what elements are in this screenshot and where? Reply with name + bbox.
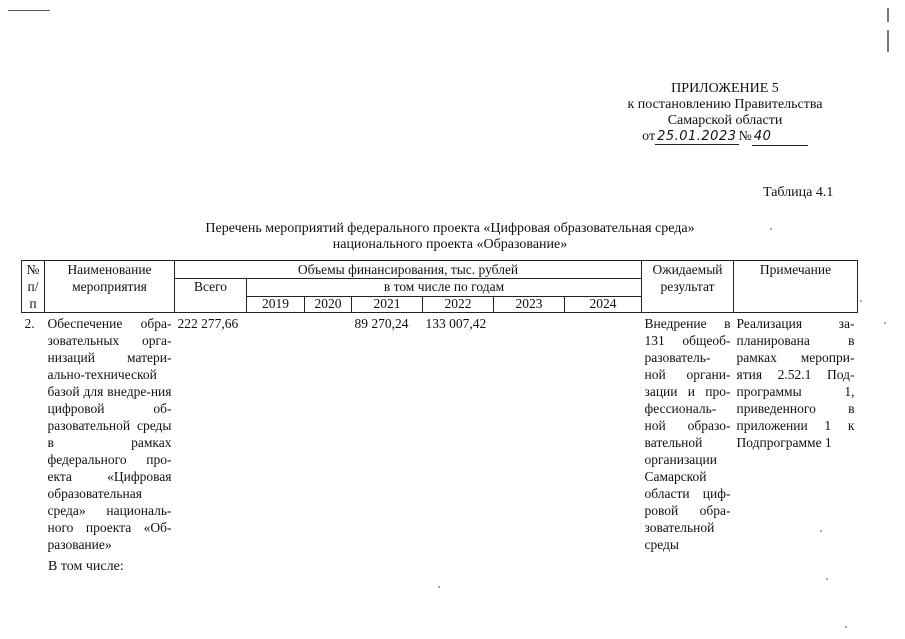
scan-speck (770, 228, 772, 230)
handwritten-number: 40 (752, 129, 808, 146)
row-num: 2. (22, 313, 45, 554)
row-note: Реализация за-планирована в рамках меропри-ятия 2.52.1 Под-программы 1, приведенного в приложении 1 к Подпрограмме 1 (734, 313, 858, 554)
table-number: Таблица 4.1 (763, 185, 834, 200)
scan-speck (884, 322, 886, 324)
header-name: Наименование мероприятия (45, 261, 175, 313)
row-value-2020 (305, 313, 352, 554)
row-value-2021: 89 270,24 (352, 313, 423, 554)
appendix-line-1: к постановлению Правительства (627, 97, 823, 112)
appendix-block (590, 81, 860, 146)
measures-table (21, 260, 858, 553)
scan-edge-mark (887, 8, 889, 22)
number-prefix: № (738, 129, 752, 144)
row-total: 222 277,66 (175, 313, 247, 554)
scan-speck (820, 530, 822, 532)
header-note: Примечание (734, 261, 858, 313)
header-year-2022: 2022 (423, 297, 494, 313)
row-value-2019 (247, 313, 305, 554)
heading-line-2: национального проекта «Образование» (332, 237, 568, 252)
scan-speck (860, 300, 862, 302)
row-value-2024 (565, 313, 642, 554)
header-year-2024: 2024 (565, 297, 642, 313)
header-year-2019: 2019 (247, 297, 305, 313)
scan-speck (845, 626, 847, 628)
scan-speck (438, 586, 440, 588)
header-year-2020: 2020 (305, 297, 352, 313)
header-by-years: в том числе по годам (247, 279, 642, 297)
row-value-2022: 133 007,42 (423, 313, 494, 554)
header-result: Ожидаемый результат (642, 261, 734, 313)
header-year-2021: 2021 (352, 297, 423, 313)
header-num: № п/п (22, 261, 45, 313)
table-row (22, 313, 858, 554)
row-result: Внедрение в 131 общеоб-разователь-ной органи-зации и про-фессиональ-ной образо-вательной организации Самарской области циф-ровой обра-зовательной среды (642, 313, 734, 554)
row-value-2023 (494, 313, 565, 554)
scan-edge-mark (887, 30, 889, 52)
header-total: Всего (175, 279, 247, 313)
document-heading (150, 221, 750, 253)
header-volumes: Объемы финансирования, тыс. рублей (175, 261, 642, 279)
heading-line-1: Перечень мероприятий федерального проекта «Цифровая образовательная среда» (205, 221, 695, 236)
appendix-date-line (642, 129, 808, 146)
date-prefix: от (642, 129, 656, 144)
row-name: Обеспечение обра-зовательных орга-низаций матери-ально-технической базой для внедре-ния цифровой об-разовательной среды в рамках федерального про-екта «Цифровая образовательная среда» националь-ного проекта «Об-разование» (45, 313, 175, 554)
appendix-title: ПРИЛОЖЕНИЕ 5 (671, 81, 779, 96)
scan-edge-line (8, 10, 50, 11)
including-label: В том числе: (48, 559, 124, 574)
header-year-2023: 2023 (494, 297, 565, 313)
appendix-line-2: Самарской области (667, 113, 783, 128)
handwritten-date: 25.01.2023 (657, 129, 737, 144)
scan-speck (826, 578, 828, 580)
